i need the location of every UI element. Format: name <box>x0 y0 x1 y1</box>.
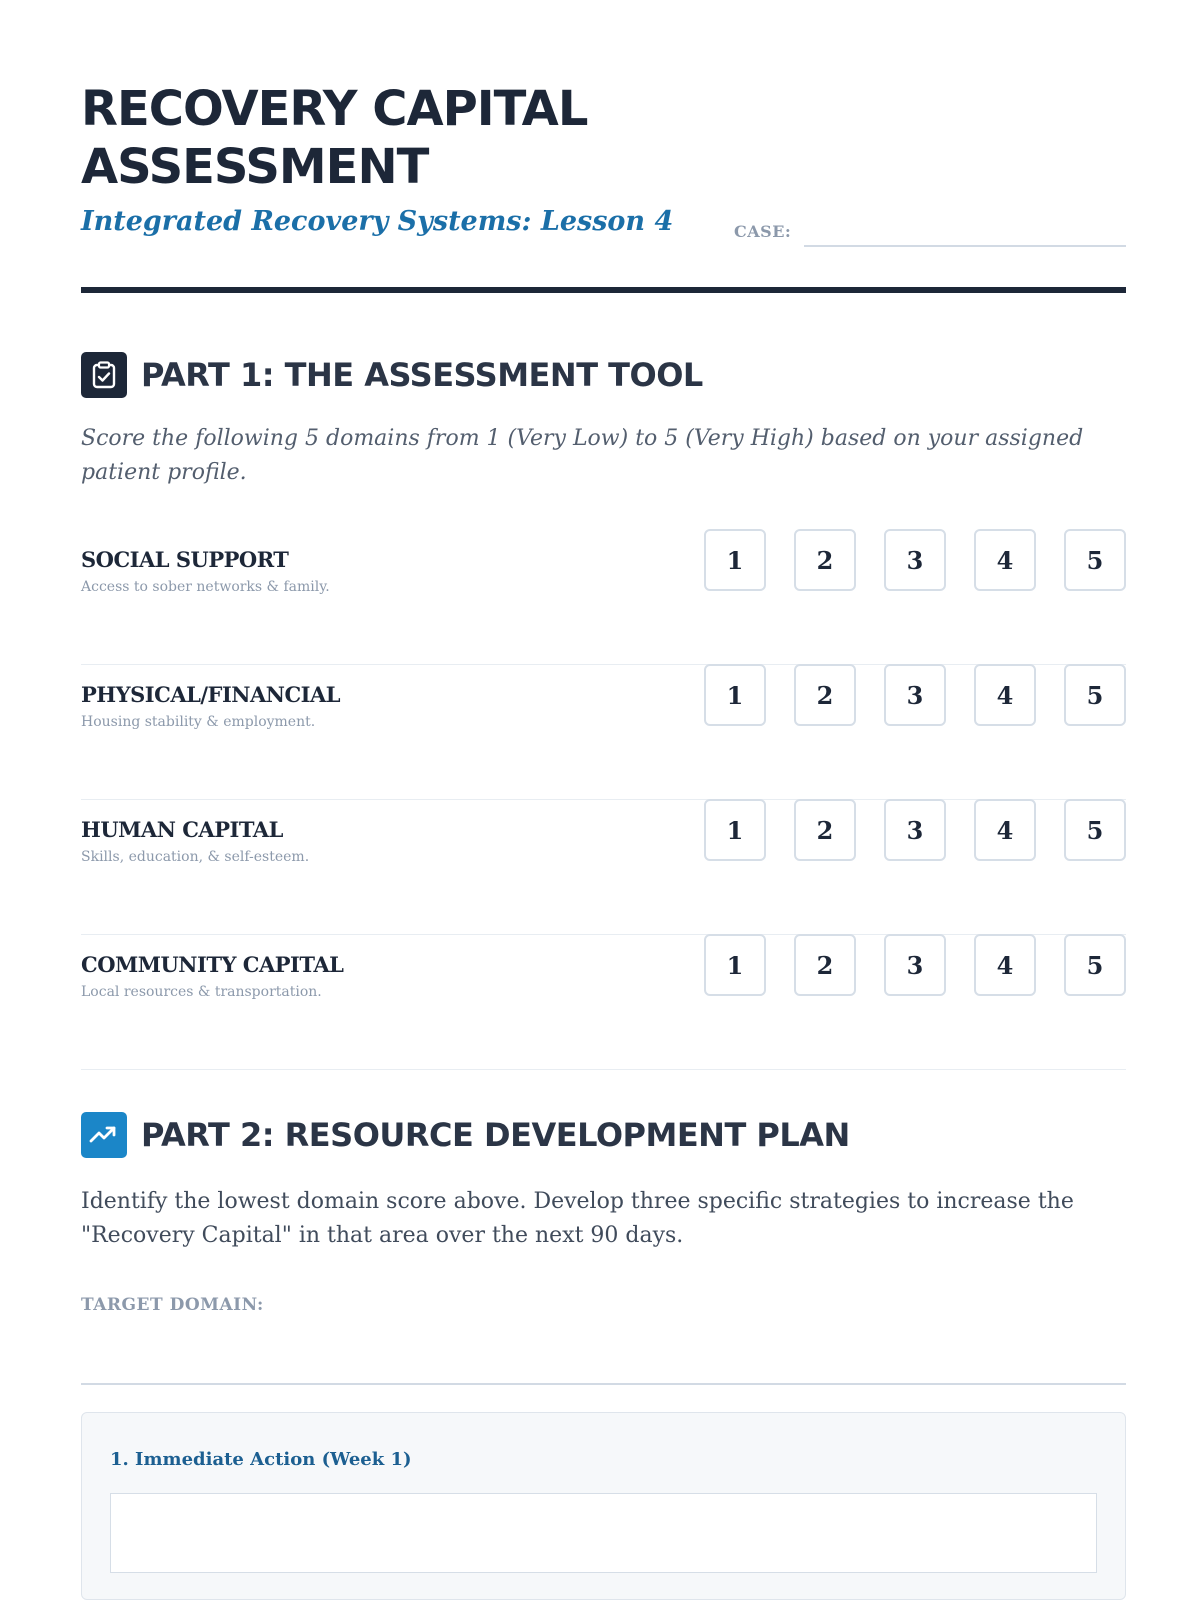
score-options <box>704 664 1126 726</box>
part2-header <box>81 1112 850 1158</box>
domain-row <box>81 664 1126 800</box>
score-3-button[interactable]: 3 <box>884 799 946 861</box>
score-5-button[interactable]: 5 <box>1064 529 1126 591</box>
score-3-button[interactable]: 3 <box>884 934 946 996</box>
domain-row <box>81 934 1126 1070</box>
page-subtitle: Integrated Recovery Systems: Lesson 4 <box>81 206 674 237</box>
domain-name: SOCIAL SUPPORT <box>81 547 289 572</box>
strategy-label: 1. Immediate Action (Week 1) <box>110 1449 412 1470</box>
header-divider <box>81 287 1126 293</box>
score-1-button[interactable]: 1 <box>704 934 766 996</box>
score-1-button[interactable]: 1 <box>704 799 766 861</box>
score-2-button[interactable]: 2 <box>794 799 856 861</box>
score-1-button[interactable]: 1 <box>704 664 766 726</box>
part2-title: PART 2: RESOURCE DEVELOPMENT PLAN <box>141 1116 850 1154</box>
score-5-button[interactable]: 5 <box>1064 664 1126 726</box>
domain-name: PHYSICAL/FINANCIAL <box>81 682 341 707</box>
score-options <box>704 934 1126 996</box>
target-domain-label: TARGET DOMAIN: <box>81 1295 264 1315</box>
score-4-button[interactable]: 4 <box>974 529 1036 591</box>
target-domain-field[interactable] <box>81 1383 1126 1385</box>
case-field[interactable] <box>804 245 1126 247</box>
domain-row <box>81 799 1126 935</box>
domain-description: Local resources & transportation. <box>81 984 322 1000</box>
score-4-button[interactable]: 4 <box>974 664 1036 726</box>
part1-header <box>81 352 703 398</box>
score-2-button[interactable]: 2 <box>794 529 856 591</box>
part2-instructions: Identify the lowest domain score above. Develop three specific strategies to increase the "Recovery Capital" in that area over the next 90 days. <box>81 1189 1074 1248</box>
score-3-button[interactable]: 3 <box>884 664 946 726</box>
clipboard-check-icon <box>81 352 127 398</box>
title-line-1: RECOVERY CAPITAL <box>81 81 588 137</box>
domain-description: Skills, education, & self-esteem. <box>81 849 310 865</box>
domain-row <box>81 529 1126 665</box>
domain-name: COMMUNITY CAPITAL <box>81 952 344 977</box>
strategy-input[interactable] <box>110 1493 1097 1573</box>
score-5-button[interactable]: 5 <box>1064 799 1126 861</box>
score-1-button[interactable]: 1 <box>704 529 766 591</box>
score-5-button[interactable]: 5 <box>1064 934 1126 996</box>
score-4-button[interactable]: 4 <box>974 799 1036 861</box>
case-label: CASE: <box>734 222 792 241</box>
score-options <box>704 529 1126 591</box>
trending-up-icon <box>81 1112 127 1158</box>
score-options <box>704 799 1126 861</box>
domain-name: HUMAN CAPITAL <box>81 817 283 842</box>
title-line-2: ASSESSMENT <box>81 139 429 195</box>
domain-description: Housing stability & employment. <box>81 714 316 730</box>
page-title <box>81 80 587 196</box>
part1-instructions: Score the following 5 domains from 1 (Very Low) to 5 (Very High) based on your assigned patient profile. <box>81 426 1084 485</box>
part1-title: PART 1: THE ASSESSMENT TOOL <box>141 356 703 394</box>
score-4-button[interactable]: 4 <box>974 934 1036 996</box>
score-2-button[interactable]: 2 <box>794 664 856 726</box>
domain-description: Access to sober networks & family. <box>81 579 330 595</box>
strategy-card <box>81 1412 1126 1600</box>
score-2-button[interactable]: 2 <box>794 934 856 996</box>
score-3-button[interactable]: 3 <box>884 529 946 591</box>
